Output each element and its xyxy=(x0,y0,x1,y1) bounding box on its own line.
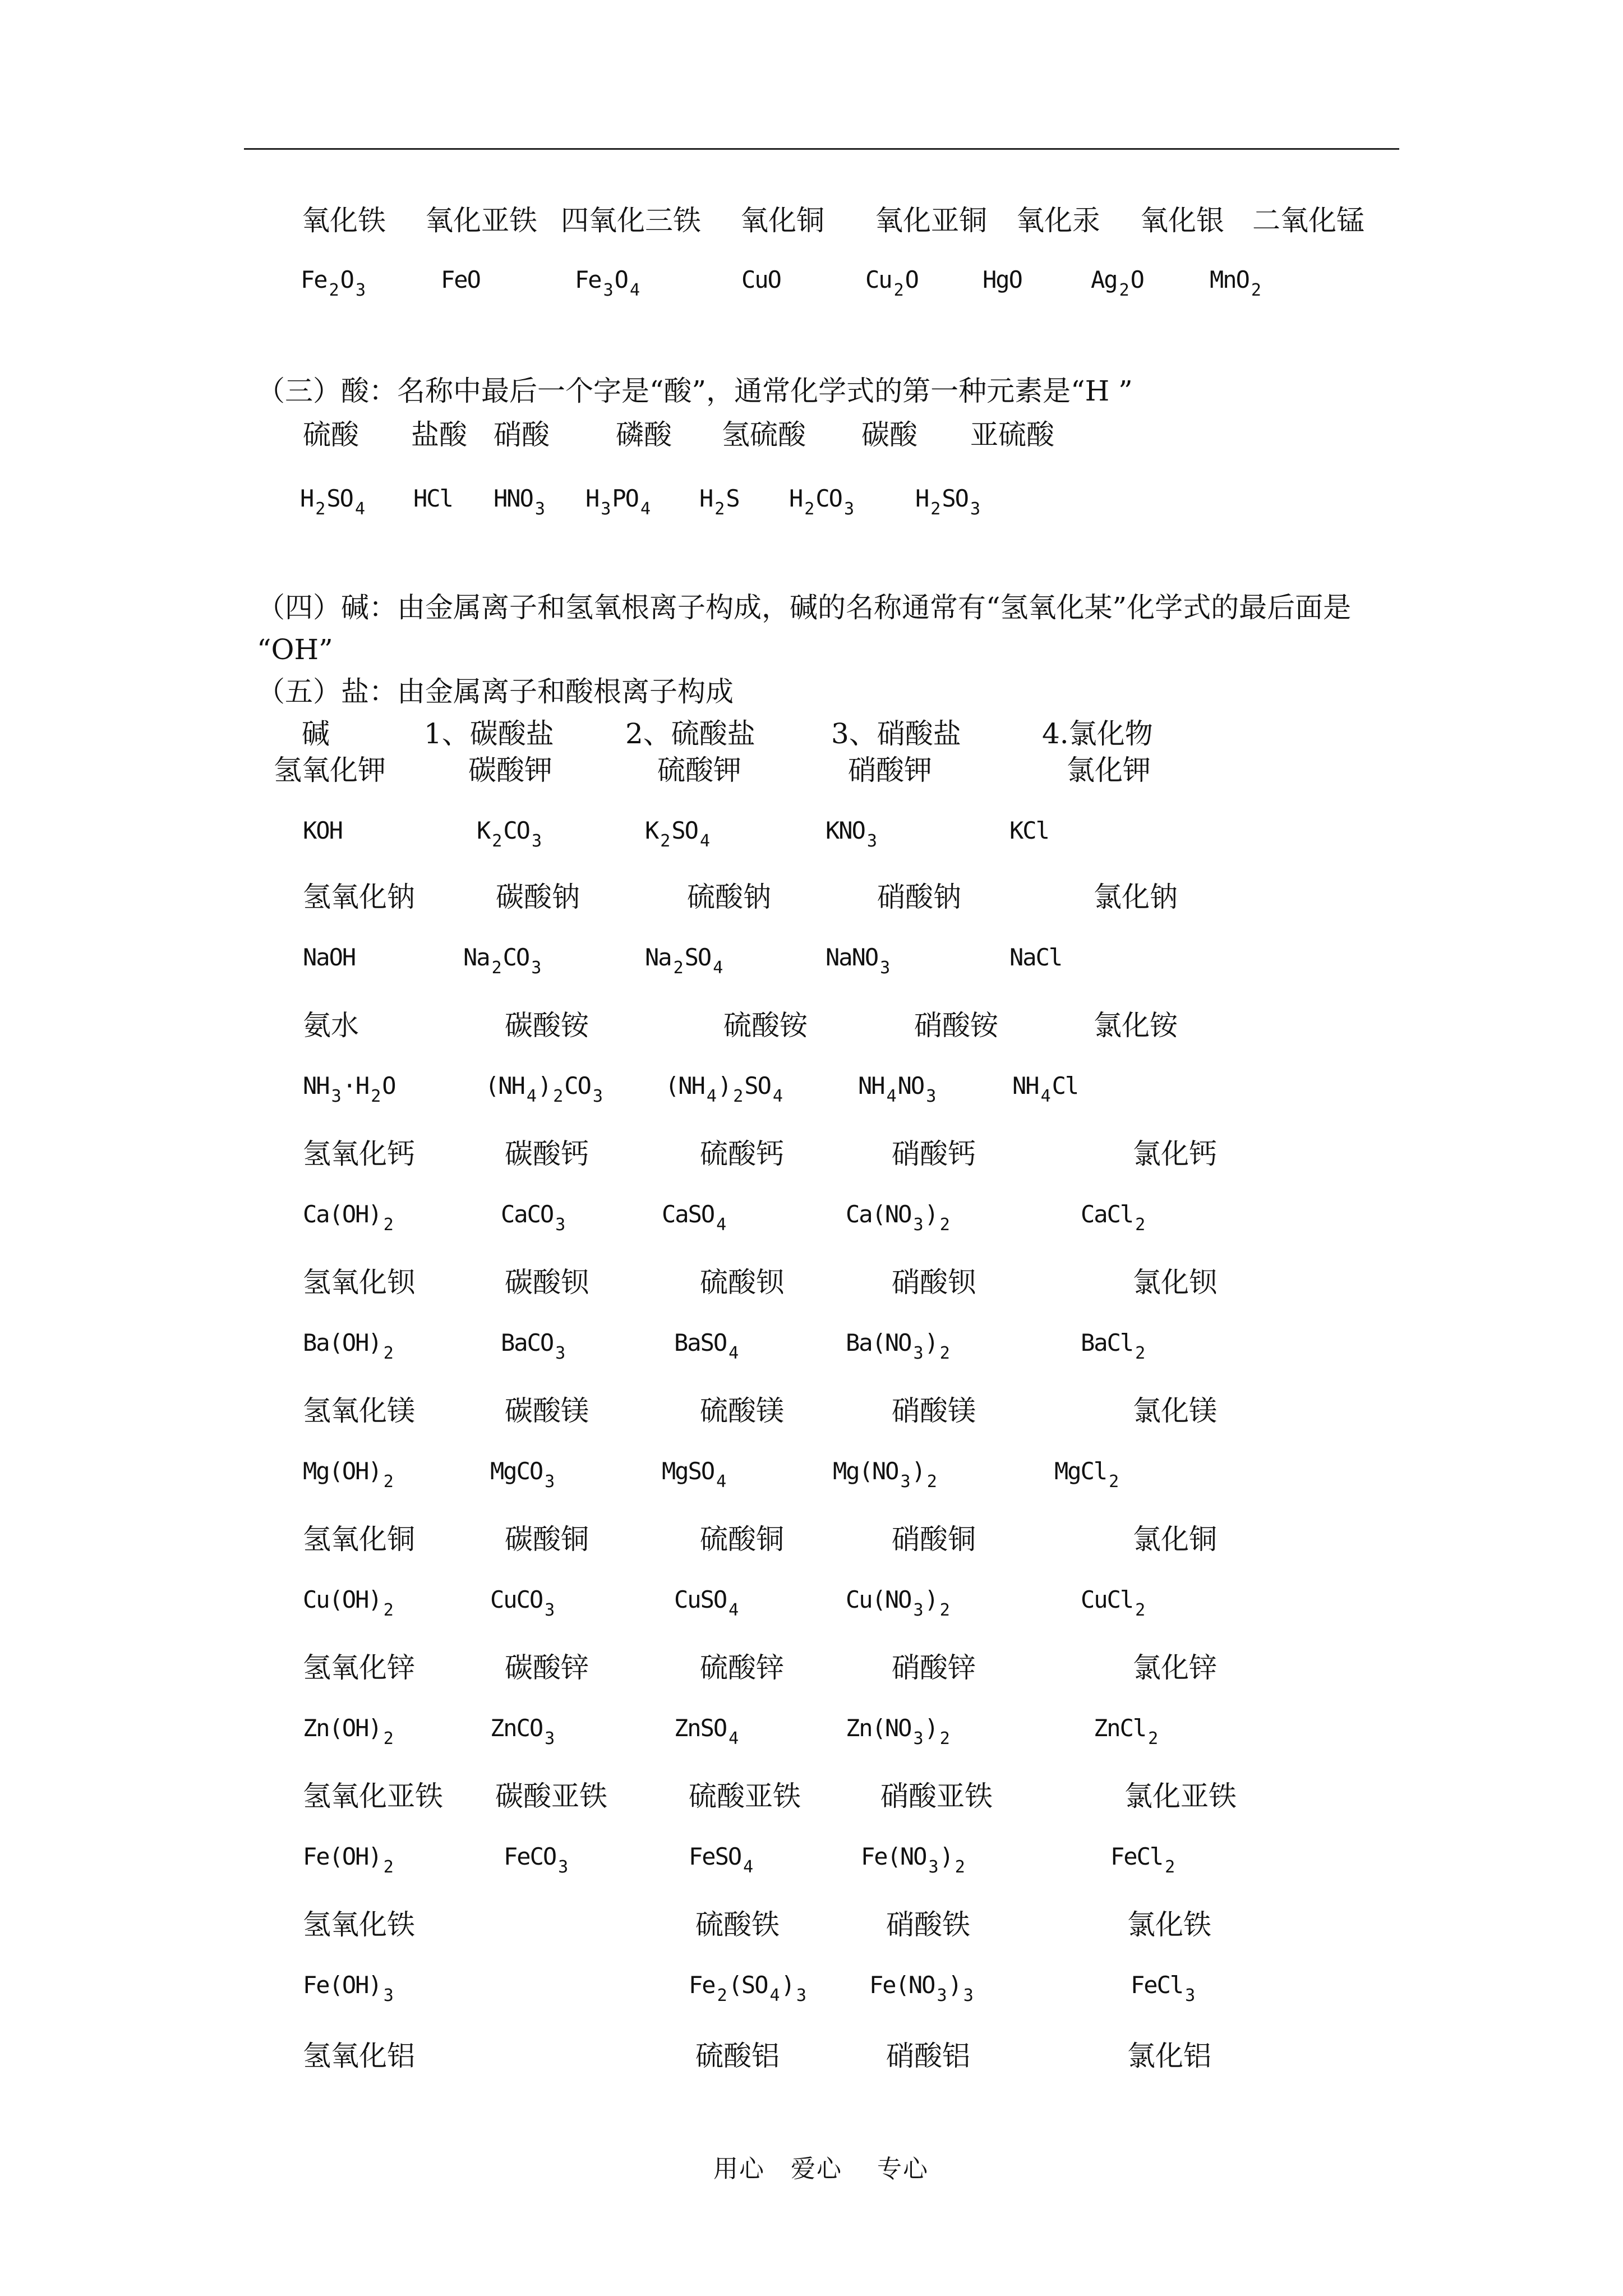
compound-name: 碳酸锌 xyxy=(505,1651,589,1684)
compound-name: 氯化亚铁 xyxy=(1124,1780,1237,1812)
compound-formula: BaCl $_2$ xyxy=(1081,1329,1145,1363)
compound-formula: NH $_3$·H $_2$O xyxy=(303,1072,395,1106)
compound-formula: MgCO $_3$ xyxy=(490,1457,554,1492)
acid-name: 硫酸 xyxy=(303,418,359,451)
compound-formula: BaSO $_4$ xyxy=(674,1329,738,1363)
compound-name: 氨水 xyxy=(303,1009,359,1042)
oxide-name: 氧化银 xyxy=(1140,204,1224,237)
compound-name: 氯化铁 xyxy=(1127,1908,1211,1941)
oxide-name: 二氧化锰 xyxy=(1252,204,1364,237)
compound-formula: K $_2$CO $_3$ xyxy=(477,817,541,851)
compound-formula: KOH xyxy=(303,817,342,844)
acid-name: 盐酸 xyxy=(411,418,467,451)
compound-name: 硫酸铝 xyxy=(695,2040,780,2072)
oxide-formula: Ag $_2$O xyxy=(1091,266,1144,300)
compound-formula: Ba(OH) $_2$ xyxy=(303,1329,393,1363)
oxide-formula: HgO xyxy=(983,266,1022,293)
compound-formula: (NH $_4$) $_2$SO $_4$ xyxy=(665,1072,782,1106)
compound-formula: Cu(NO $_3$) $_2$ xyxy=(846,1586,949,1620)
acid-formula: H $_3$PO $_4$ xyxy=(585,485,649,519)
compound-name: 碳酸镁 xyxy=(505,1395,589,1427)
compound-name: 氢氧化镁 xyxy=(303,1395,415,1427)
compound-formula: MgSO $_4$ xyxy=(662,1457,726,1492)
compound-name: 氢氧化钠 xyxy=(303,881,415,913)
compound-name: 碳酸铜 xyxy=(505,1523,589,1556)
compound-formula: MgCl $_2$ xyxy=(1054,1457,1118,1492)
compound-formula: NaOH xyxy=(303,944,356,971)
compound-formula: CaCO $_3$ xyxy=(501,1200,565,1235)
compound-formula: Fe(OH) $_2$ xyxy=(303,1843,393,1877)
compound-name: 硝酸铝 xyxy=(886,2040,970,2072)
acid-heading: （三）酸：名称中最后一个字是“酸”，通常化学式的第一种元素是“H ” xyxy=(257,375,1133,407)
compound-formula: Zn(NO $_3$) $_2$ xyxy=(846,1714,949,1749)
compound-formula: CaSO $_4$ xyxy=(662,1200,726,1235)
compound-name: 碳酸亚铁 xyxy=(495,1780,607,1812)
oxide-formula: CuO xyxy=(741,266,781,293)
oxide-name: 氧化汞 xyxy=(1016,204,1100,237)
compound-name: 氢氧化钡 xyxy=(303,1266,415,1299)
compound-formula: (NH $_4$) $_2$CO $_3$ xyxy=(485,1072,602,1106)
compound-formula: ZnCO $_3$ xyxy=(490,1714,554,1749)
compound-name: 碳酸钡 xyxy=(505,1266,589,1299)
compound-name: 硫酸铜 xyxy=(700,1523,784,1556)
compound-name: 氯化钡 xyxy=(1133,1266,1217,1299)
category-label: 4.氯化物 xyxy=(1042,717,1153,750)
compound-formula: FeSO $_4$ xyxy=(689,1843,753,1877)
compound-name: 氢氧化锌 xyxy=(303,1651,415,1684)
compound-formula: Na $_2$CO $_3$ xyxy=(463,944,541,978)
compound-formula: Cu(OH) $_2$ xyxy=(303,1586,393,1620)
oxide-name: 氧化亚铜 xyxy=(875,204,987,237)
compound-name: 氢氧化铝 xyxy=(303,2040,415,2072)
compound-formula: Fe $_2$(SO $_4$) $_3$ xyxy=(689,1971,805,2005)
acid-formula: HCl xyxy=(413,485,453,512)
acid-name: 碳酸 xyxy=(861,418,917,451)
compound-formula: CaCl $_2$ xyxy=(1081,1200,1145,1235)
compound-formula: NH $_4$Cl xyxy=(1012,1072,1078,1106)
compound-name: 碳酸钾 xyxy=(468,754,552,786)
compound-formula: KCl xyxy=(1009,817,1049,844)
compound-formula: KNO $_3$ xyxy=(826,817,876,851)
compound-formula: Zn(OH) $_2$ xyxy=(303,1714,393,1749)
compound-name: 碳酸钠 xyxy=(496,881,580,913)
acid-formula: H $_2$SO $_3$ xyxy=(915,485,979,519)
compound-name: 氢氧化铜 xyxy=(303,1523,415,1556)
compound-formula: FeCO $_3$ xyxy=(504,1843,568,1877)
category-label: 2、硫酸盐 xyxy=(625,717,755,750)
compound-formula: Fe(NO $_3$) $_2$ xyxy=(861,1843,964,1877)
acid-formula: H $_2$SO $_4$ xyxy=(300,485,364,519)
page-footer: 用心 爱心 专心 xyxy=(713,2155,929,2183)
compound-name: 硝酸铜 xyxy=(892,1523,976,1556)
compound-name: 氢氧化钙 xyxy=(303,1138,415,1170)
compound-name: 硝酸锌 xyxy=(892,1651,976,1684)
oxide-name: 氧化铁 xyxy=(302,204,386,237)
compound-name: 氢氧化钾 xyxy=(274,754,386,786)
compound-name: 硫酸铵 xyxy=(723,1009,808,1042)
compound-name: 硝酸钡 xyxy=(892,1266,976,1299)
compound-name: 氯化镁 xyxy=(1133,1395,1217,1427)
compound-name: 硝酸铵 xyxy=(914,1009,998,1042)
compound-name: 氯化铵 xyxy=(1094,1009,1178,1042)
compound-name: 硫酸钙 xyxy=(700,1138,784,1170)
oxide-name: 氧化铜 xyxy=(740,204,824,237)
compound-name: 氯化锌 xyxy=(1133,1651,1217,1684)
base-heading-line1: （四）碱：由金属离子和氢氧根离子构成，碱的名称通常有“氢氧化某”化学式的最后面是 xyxy=(257,591,1352,624)
compound-name: 氯化钙 xyxy=(1133,1138,1217,1170)
acid-name: 磷酸 xyxy=(616,418,672,451)
base-heading-line2: “OH” xyxy=(257,633,333,666)
oxide-formula: Cu $_2$O xyxy=(865,266,918,300)
category-label: 1、碳酸盐 xyxy=(424,717,554,750)
compound-name: 硝酸铁 xyxy=(886,1908,970,1941)
compound-formula: Ca(OH) $_2$ xyxy=(303,1200,393,1235)
compound-name: 硝酸钙 xyxy=(892,1138,976,1170)
compound-formula: Fe(OH) $_3$ xyxy=(303,1971,393,2005)
compound-formula: K $_2$SO $_4$ xyxy=(645,817,709,851)
category-label: 3、硝酸盐 xyxy=(831,717,961,750)
compound-name: 氢氧化铁 xyxy=(303,1908,415,1941)
acid-name: 氢硫酸 xyxy=(722,418,806,451)
compound-name: 氯化钾 xyxy=(1067,754,1151,786)
compound-formula: Na $_2$SO $_4$ xyxy=(645,944,722,978)
compound-formula: CuCl $_2$ xyxy=(1081,1586,1145,1620)
compound-formula: Mg(OH) $_2$ xyxy=(303,1457,393,1492)
compound-name: 氯化铜 xyxy=(1133,1523,1217,1556)
compound-name: 氯化铝 xyxy=(1127,2040,1211,2072)
compound-name: 硝酸钾 xyxy=(848,754,932,786)
compound-formula: ZnSO $_4$ xyxy=(674,1714,738,1749)
compound-name: 氢氧化亚铁 xyxy=(303,1780,443,1812)
compound-formula: CuCO $_3$ xyxy=(490,1586,554,1620)
compound-formula: ZnCl $_2$ xyxy=(1094,1714,1158,1749)
compound-name: 氯化钠 xyxy=(1094,881,1178,913)
compound-formula: FeCl $_2$ xyxy=(1110,1843,1174,1877)
compound-formula: Fe(NO $_3$) $_3$ xyxy=(869,1971,972,2005)
compound-formula: BaCO $_3$ xyxy=(501,1329,565,1363)
compound-formula: CuSO $_4$ xyxy=(674,1586,738,1620)
compound-name: 硫酸铁 xyxy=(695,1908,780,1941)
compound-name: 硫酸钡 xyxy=(700,1266,784,1299)
acid-formula: HNO $_3$ xyxy=(494,485,544,519)
salt-heading: （五）盐：由金属离子和酸根离子构成 xyxy=(257,675,734,708)
oxide-formula: FeO xyxy=(441,266,480,293)
compound-formula: NaCl xyxy=(1009,944,1062,971)
compound-name: 硝酸钠 xyxy=(877,881,961,913)
compound-name: 硫酸锌 xyxy=(700,1651,784,1684)
acid-name: 硝酸 xyxy=(494,418,550,451)
compound-formula: NH $_4$NO $_3$ xyxy=(858,1072,935,1106)
compound-formula: FeCl $_3$ xyxy=(1131,1971,1195,2005)
compound-formula: Ba(NO $_3$) $_2$ xyxy=(846,1329,949,1363)
oxide-formula: MnO $_2$ xyxy=(1210,266,1260,300)
oxide-formula: Fe $_2$O $_3$ xyxy=(301,266,365,300)
compound-name: 硫酸亚铁 xyxy=(689,1780,801,1812)
compound-name: 硫酸钾 xyxy=(657,754,741,786)
acid-name: 亚硫酸 xyxy=(970,418,1054,451)
compound-name: 硝酸镁 xyxy=(892,1395,976,1427)
compound-formula: Ca(NO $_3$) $_2$ xyxy=(846,1200,949,1235)
oxide-name: 氧化亚铁 xyxy=(425,204,537,237)
compound-name: 硝酸亚铁 xyxy=(880,1780,993,1812)
compound-name: 碳酸铵 xyxy=(505,1009,589,1042)
compound-name: 硫酸镁 xyxy=(700,1395,784,1427)
compound-formula: NaNO $_3$ xyxy=(826,944,889,978)
acid-formula: H $_2$CO $_3$ xyxy=(789,485,853,519)
header-rule xyxy=(244,148,1399,150)
compound-name: 碳酸钙 xyxy=(505,1138,589,1170)
acid-formula: H $_2$S xyxy=(699,485,739,519)
category-label: 碱 xyxy=(302,717,330,750)
oxide-name: 四氧化三铁 xyxy=(561,204,701,237)
oxide-formula: Fe $_3$O $_4$ xyxy=(575,266,639,300)
compound-name: 硫酸钠 xyxy=(687,881,771,913)
compound-formula: Mg(NO $_3$) $_2$ xyxy=(833,1457,936,1492)
